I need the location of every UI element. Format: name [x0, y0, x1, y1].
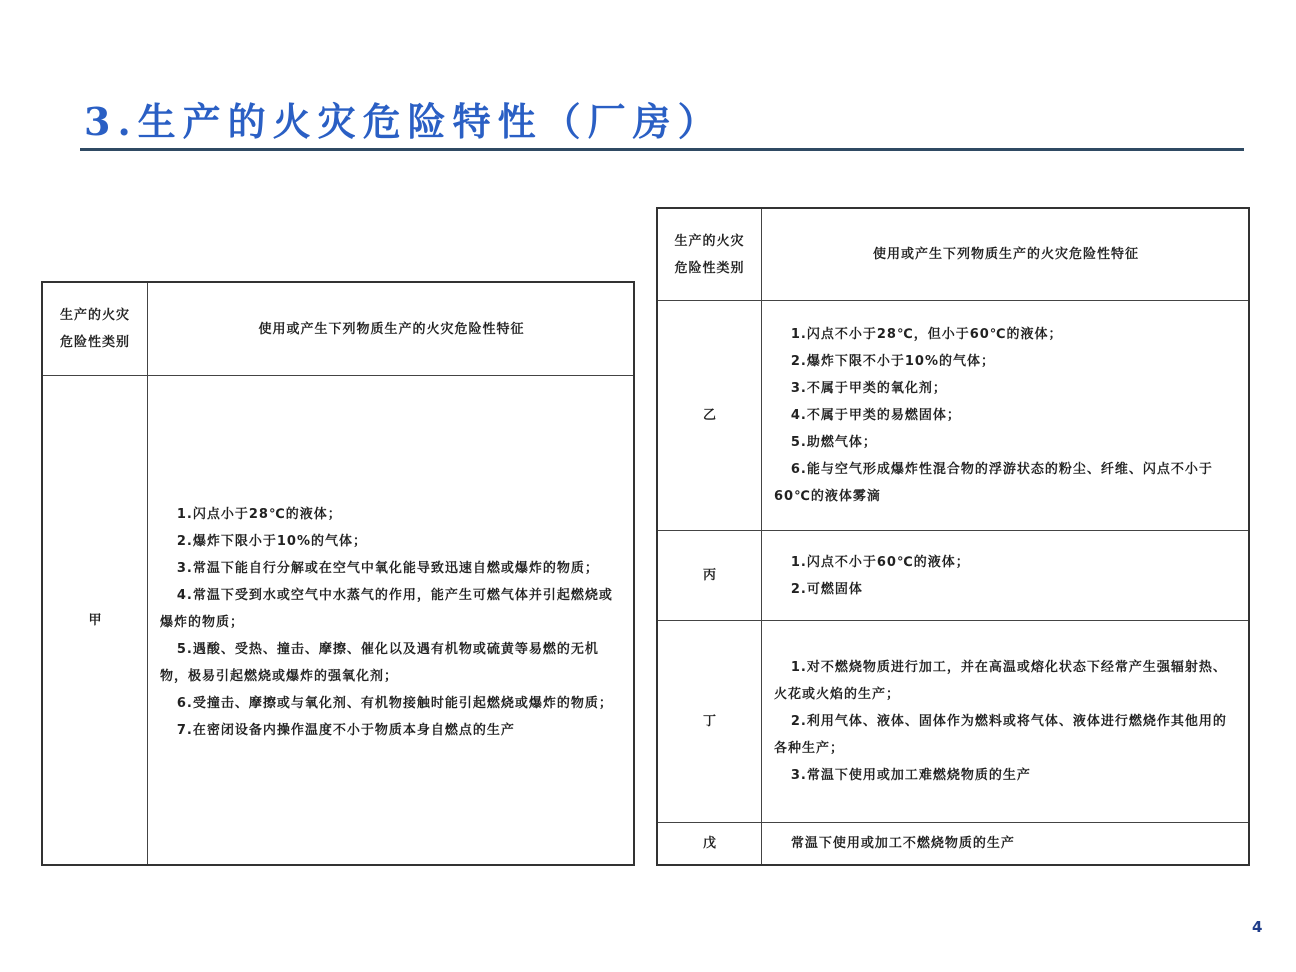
table-row-bing	[658, 530, 1248, 620]
description-cell	[762, 621, 1248, 822]
list-item: 7.在密闭设备内操作温度不小于物质本身自燃点的生产	[176, 722, 515, 738]
title-underline	[80, 148, 1244, 151]
list-item: 3.不属于甲类的氧化剂；	[790, 381, 947, 396]
header-category-line2: 危险性类别	[674, 260, 745, 276]
header-category-line2: 危险性类别	[59, 335, 130, 350]
table-header-row	[43, 283, 633, 375]
fire-hazard-table-left	[41, 281, 635, 866]
list-item: 3.常温下能自行分解或在空气中氧化能导致迅速自燃或爆炸的物质；	[176, 560, 599, 576]
list-item: 2.可燃固体	[790, 581, 863, 597]
category-cell: 戊	[658, 823, 762, 864]
category-cell: 乙	[658, 301, 762, 530]
description-cell	[762, 301, 1248, 530]
header-category	[658, 209, 762, 300]
description-cell	[762, 823, 1248, 864]
category-cell: 丙	[658, 531, 762, 620]
page-number: 4	[1252, 918, 1263, 936]
header-description	[148, 283, 633, 375]
header-category-line1: 生产的火灾	[59, 308, 130, 323]
list-item: 1.闪点不小于28℃，但小于60℃的液体；	[790, 327, 1063, 342]
list-item: 2.爆炸下限小于10%的气体；	[176, 533, 367, 549]
list-item: 3.常温下使用或加工难燃烧物质的生产	[790, 768, 1031, 783]
header-category-line1: 生产的火灾	[674, 233, 745, 249]
fire-hazard-table-right	[656, 207, 1250, 866]
list-item: 1.闪点小于28℃的液体；	[176, 506, 342, 522]
table-row-yi	[658, 300, 1248, 530]
list-item: 4.常温下受到水或空气中水蒸气的作用，能产生可燃气体并引起燃烧或爆炸的物质；	[160, 587, 613, 630]
list-item: 1.闪点不小于60℃的液体；	[790, 554, 970, 570]
list-item: 4.不属于甲类的易燃固体；	[790, 408, 961, 423]
slide-title: 3.生产的火灾危险特性（厂房）	[84, 99, 723, 144]
list-item: 1.对不燃烧物质进行加工，并在高温或熔化状态下经常产生强辐射热、火花或火焰的生产；	[774, 660, 1227, 702]
list-item: 5.遇酸、受热、撞击、摩擦、催化以及遇有机物或硫黄等易燃的无机物，极易引起燃烧或爆炸的强氧化剂；	[160, 641, 599, 684]
list-item: 6.能与空气形成爆炸性混合物的浮游状态的粉尘、纤维、闪点不小于60℃的液体雾滴	[774, 462, 1213, 504]
list-item: 6.受撞击、摩擦或与氧化剂、有机物接触时能引起燃烧或爆炸的物质；	[176, 695, 613, 711]
list-item: 2.利用气体、液体、固体作为燃料或将气体、液体进行燃烧作其他用的各种生产；	[774, 714, 1227, 756]
description-cell	[762, 531, 1248, 620]
description-cell	[148, 376, 633, 864]
table-row-wu	[658, 822, 1248, 864]
header-category	[43, 283, 148, 375]
table-header-row	[658, 209, 1248, 300]
table-row-ding	[658, 620, 1248, 822]
list-item: 2.爆炸下限不小于10%的气体；	[790, 354, 995, 369]
list-item: 常温下使用或加工不燃烧物质的生产	[790, 836, 1015, 851]
category-cell: 甲	[43, 376, 148, 864]
header-description	[762, 209, 1248, 300]
header-description-text: 使用或产生下列物质生产的火灾危险性特征	[258, 321, 525, 337]
list-item: 5.助燃气体；	[790, 435, 877, 450]
table-row-jia	[43, 375, 633, 864]
category-cell: 丁	[658, 621, 762, 822]
header-description-text: 使用或产生下列物质生产的火灾危险性特征	[872, 247, 1139, 262]
